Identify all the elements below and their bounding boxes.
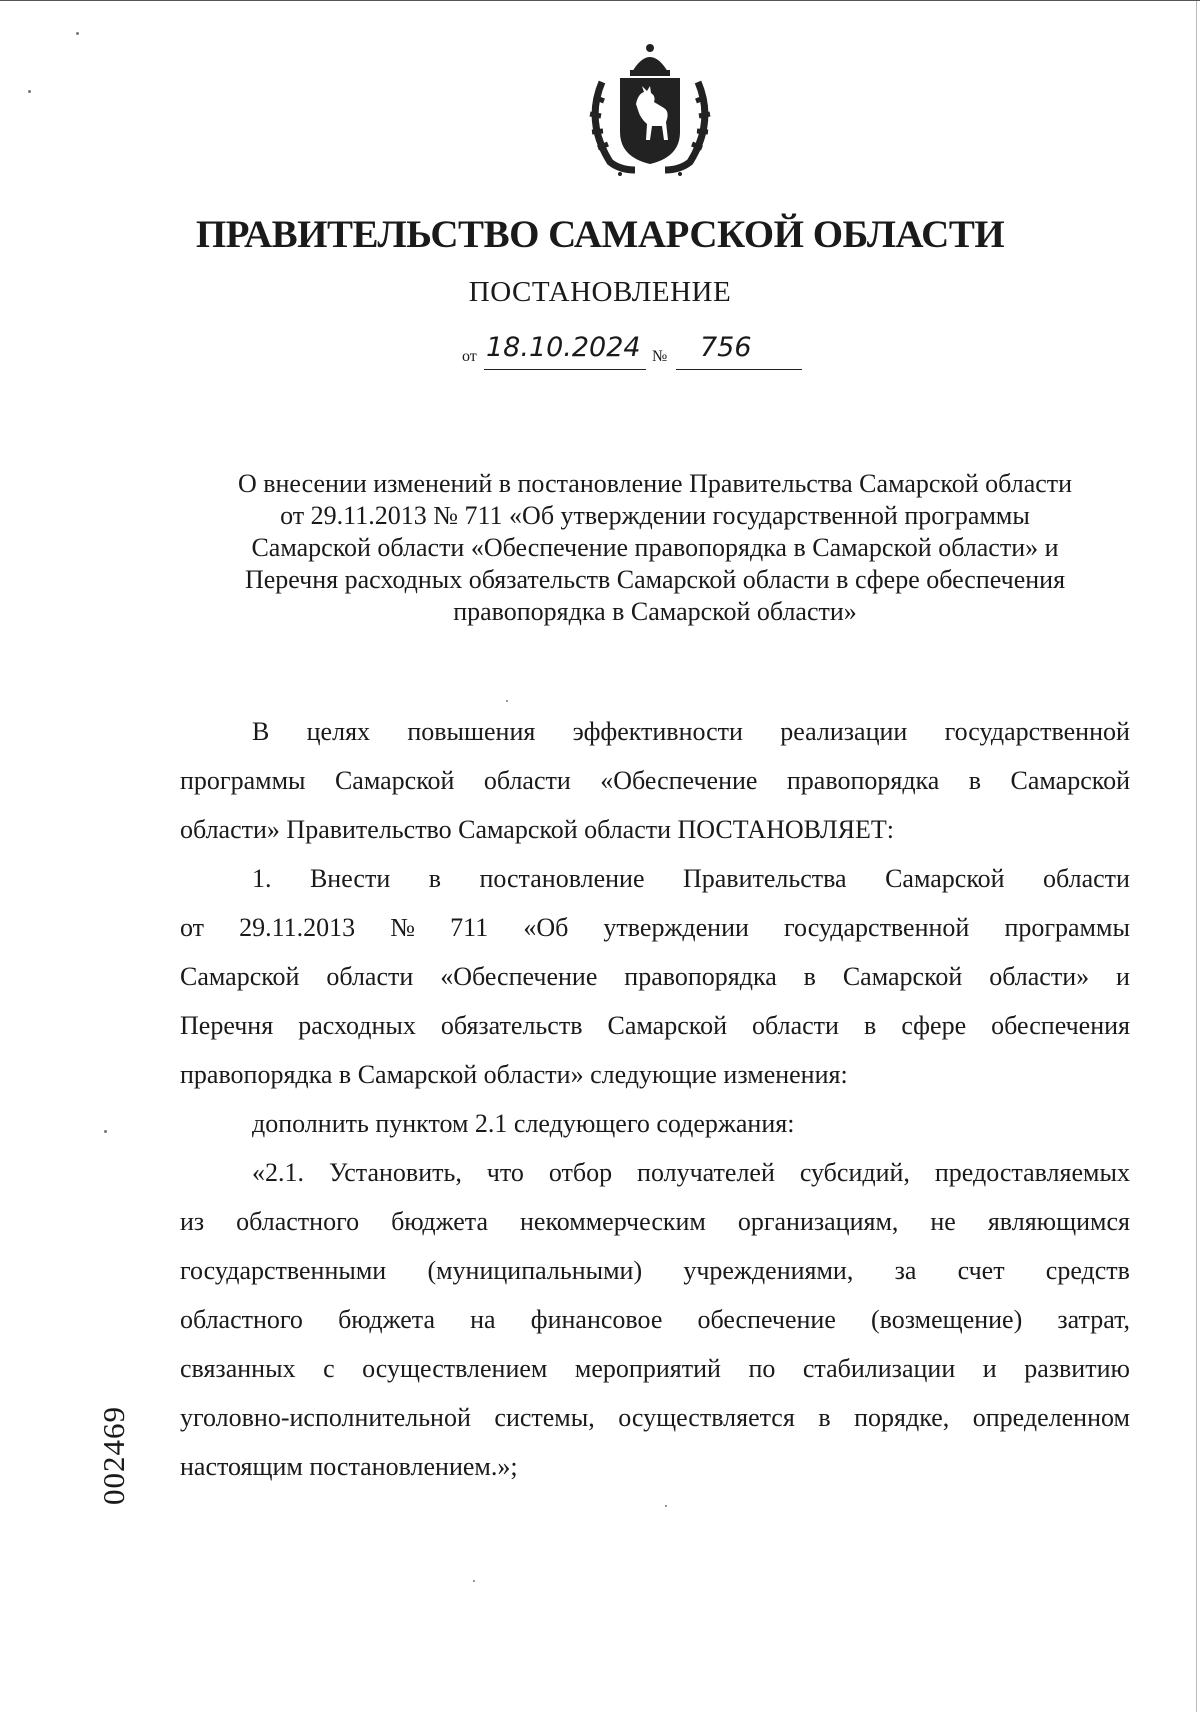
word: порядке,: [854, 1403, 950, 1432]
date-underline: [484, 369, 646, 370]
word: (муниципальными): [427, 1256, 643, 1285]
scan-speck: [104, 1130, 107, 1133]
word: в: [428, 864, 441, 893]
word: 1.: [252, 864, 272, 893]
word: затрат,: [1057, 1305, 1130, 1334]
word: по: [748, 1354, 776, 1383]
word: целях: [306, 717, 371, 746]
word: осуществлением: [362, 1354, 548, 1383]
body-line: правопорядка в Самарской области» следующие изменения:: [180, 1060, 848, 1089]
handwritten-date: 18.10.2024: [486, 332, 641, 363]
scan-speck: [76, 32, 79, 35]
word: средств: [1045, 1256, 1130, 1285]
document-body: [180, 717, 1130, 1501]
body-line: [180, 962, 1130, 1011]
word: эффективности: [572, 717, 743, 746]
word: Самарской: [885, 864, 1005, 893]
word: «2.1.: [252, 1158, 304, 1187]
scan-speck: [28, 90, 31, 93]
body-line: [180, 1354, 1130, 1403]
date-number-line: [462, 332, 862, 372]
word: от: [180, 913, 205, 942]
word: и: [1116, 962, 1130, 991]
word: получателей: [637, 1158, 775, 1187]
word: Перечня: [180, 1011, 274, 1040]
scan-edge-top: [0, 0, 1200, 1]
word: обязательств: [440, 1011, 583, 1040]
word: осуществляется: [618, 1403, 795, 1432]
body-line: настоящим постановлением.»;: [180, 1452, 518, 1481]
word: на: [470, 1305, 496, 1334]
word: обеспечения: [991, 1011, 1130, 1040]
word: областного: [180, 1305, 303, 1334]
registration-number: 002469: [96, 1406, 131, 1505]
handwritten-number: 756: [700, 332, 752, 363]
word: В: [252, 717, 270, 746]
body-line: дополнить пунктом 2.1 следующего содержания:: [252, 1109, 795, 1138]
word: «Обеспечение: [440, 962, 598, 991]
word: постановление: [479, 864, 645, 893]
scan-speck: [665, 1505, 667, 1507]
word: расходных: [298, 1011, 416, 1040]
word: Самарской: [180, 962, 300, 991]
body-line: [180, 864, 1130, 913]
word: программы: [1004, 913, 1130, 942]
word: области: [752, 1011, 839, 1040]
document-subject: [185, 468, 1125, 628]
subject-line: от 29.11.2013 № 711 «Об утверждении государственной программы: [280, 501, 1030, 530]
word: счет: [957, 1256, 1005, 1285]
word: областного: [236, 1207, 360, 1236]
word: отбор: [548, 1158, 613, 1187]
word: организациям,: [737, 1207, 899, 1236]
word: правопорядка: [624, 962, 777, 991]
word: обеспечение: [697, 1305, 836, 1334]
word: государственными: [180, 1256, 387, 1285]
word: государственной: [784, 913, 970, 942]
word: Установить,: [328, 1158, 462, 1187]
body-line: [180, 1403, 1130, 1452]
word: в: [968, 766, 982, 795]
word: за: [894, 1256, 917, 1285]
word: Правительства: [682, 864, 847, 893]
number-underline: [676, 369, 802, 370]
word: области: [483, 766, 571, 795]
scan-speck: [506, 700, 508, 702]
word: связанных: [180, 1354, 296, 1383]
word: предоставляемых: [934, 1158, 1130, 1187]
word: 711: [450, 913, 489, 942]
subject-line: О внесении изменений в постановление Правительства Самарской области: [237, 469, 1073, 498]
number-label: №: [652, 348, 668, 365]
word: правопорядка: [786, 766, 940, 795]
word: стабилизации: [802, 1354, 956, 1383]
word: развитию: [1024, 1354, 1130, 1383]
subject-line: Перечня расходных обязательств Самарской области в сфере обеспечения: [244, 565, 1066, 594]
word: не: [930, 1207, 956, 1236]
word: Самарской: [1010, 766, 1130, 795]
word: области»: [989, 962, 1090, 991]
word: утверждении: [603, 913, 749, 942]
word: финансовое: [530, 1305, 663, 1334]
subject-line: Самарской области «Обеспечение правопорядка в Самарской области» и: [251, 533, 1059, 562]
scan-speck: [473, 1580, 475, 1582]
word: мероприятий: [574, 1354, 721, 1383]
body-line: [180, 1011, 1130, 1060]
word: области: [1043, 864, 1130, 893]
word: (возмещение): [871, 1305, 1023, 1334]
coat-of-arms-icon: [580, 42, 720, 177]
word: сфере: [901, 1011, 967, 1040]
word: №: [390, 913, 416, 942]
word: учреждениями,: [683, 1256, 854, 1285]
word: бюджета: [391, 1207, 489, 1236]
word: в: [803, 962, 816, 991]
organization-title: ПРАВИТЕЛЬСТВО САМАРСКОЙ ОБЛАСТИ: [195, 213, 1005, 256]
word: 29.11.2013: [239, 913, 356, 942]
body-line: [180, 766, 1130, 815]
body-line: [180, 1256, 1130, 1305]
word: Самарской: [334, 766, 455, 795]
word: бюджета: [338, 1305, 436, 1334]
word: Внести: [309, 864, 391, 893]
word: программы: [180, 766, 306, 795]
word: реализации: [780, 717, 908, 746]
document-type: ПОСТАНОВЛЕНИЕ: [468, 276, 732, 308]
word: с: [323, 1354, 335, 1383]
subject-line: правопорядка в Самарской области»: [453, 597, 857, 626]
word: системы,: [494, 1403, 595, 1432]
word: субсидий,: [799, 1158, 910, 1187]
word: уголовно-исполнительной: [180, 1403, 471, 1432]
word: некоммерческим: [519, 1207, 706, 1236]
word: в: [818, 1403, 831, 1432]
body-line: [180, 1207, 1130, 1256]
word: «Об: [523, 913, 569, 942]
word: в: [864, 1011, 877, 1040]
word: Самарской: [607, 1011, 727, 1040]
body-line: [180, 1158, 1130, 1207]
word: Самарской: [842, 962, 963, 991]
body-line: [180, 913, 1130, 962]
word: области: [326, 962, 414, 991]
word: определенном: [972, 1403, 1130, 1432]
body-line: [180, 717, 1130, 766]
body-line: области» Правительство Самарской области ПОСТАНОВЛЯЕТ:: [180, 815, 894, 844]
scan-edge-right: [1196, 0, 1197, 1712]
word: что: [486, 1158, 524, 1187]
word: и: [982, 1354, 997, 1383]
word: «Обеспечение: [600, 766, 758, 795]
word: являющимся: [987, 1207, 1130, 1236]
date-prefix-label: от: [462, 348, 477, 365]
body-line: [180, 1305, 1130, 1354]
word: государственной: [944, 717, 1130, 746]
word: из: [180, 1207, 205, 1236]
word: повышения: [407, 717, 536, 746]
